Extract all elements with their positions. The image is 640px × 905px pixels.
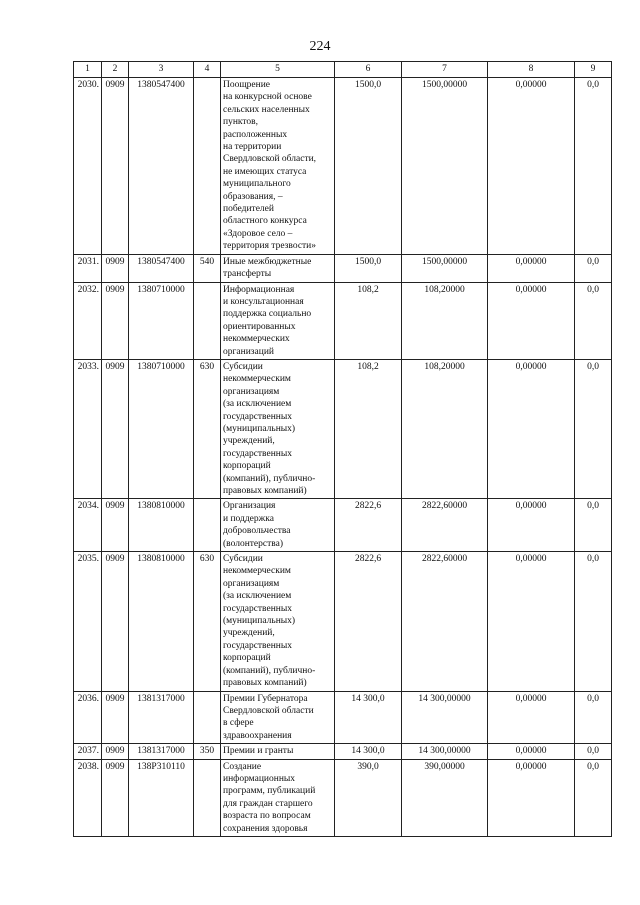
header-cell-9: 9 (575, 62, 612, 78)
target-code: 1380710000 (129, 282, 194, 359)
value-col9: 0,0 (575, 759, 612, 836)
value-col7: 14 300,00000 (402, 744, 488, 759)
value-col9: 0,0 (575, 552, 612, 691)
target-code: 1380810000 (129, 552, 194, 691)
section-code: 0909 (102, 552, 129, 691)
value-col9: 0,0 (575, 254, 612, 282)
table-row (74, 552, 612, 691)
expense-type (194, 78, 221, 255)
value-col6: 2822,6 (335, 552, 402, 691)
table-row (74, 254, 612, 282)
row-number: 2032. (74, 282, 102, 359)
item-name: Премии Губернатора Свердловской области в сфере здравоохранения (223, 693, 314, 741)
section-code: 0909 (102, 744, 129, 759)
value-col6: 14 300,0 (335, 691, 402, 744)
value-col7: 2822,60000 (402, 552, 488, 691)
value-col9: 0,0 (575, 499, 612, 552)
value-col8: 0,00000 (488, 359, 575, 498)
table-row (74, 744, 612, 759)
target-code: 1381317000 (129, 744, 194, 759)
header-cell-2: 2 (102, 62, 129, 78)
header-cell-7: 7 (402, 62, 488, 78)
item-name-cell (221, 282, 335, 359)
section-code: 0909 (102, 359, 129, 498)
item-name: Премии и гранты (223, 746, 294, 757)
section-code: 0909 (102, 254, 129, 282)
header-cell-4: 4 (194, 62, 221, 78)
budget-table (73, 61, 612, 837)
expense-type (194, 499, 221, 552)
item-name: Информационная и консультационная поддержка социально ориентированных некоммерческих организаций (223, 284, 312, 357)
value-col8: 0,00000 (488, 759, 575, 836)
table-body (74, 78, 612, 837)
value-col9: 0,0 (575, 359, 612, 498)
section-code: 0909 (102, 759, 129, 836)
table-row (74, 359, 612, 498)
value-col7: 108,20000 (402, 282, 488, 359)
item-name-cell (221, 359, 335, 498)
value-col9: 0,0 (575, 744, 612, 759)
section-code: 0909 (102, 78, 129, 255)
value-col7: 1500,00000 (402, 254, 488, 282)
value-col6: 1500,0 (335, 254, 402, 282)
expense-type (194, 759, 221, 836)
value-col8: 0,00000 (488, 499, 575, 552)
table-row (74, 282, 612, 359)
value-col7: 390,00000 (402, 759, 488, 836)
value-col7: 108,20000 (402, 359, 488, 498)
table-row (74, 759, 612, 836)
value-col8: 0,00000 (488, 78, 575, 255)
expense-type (194, 691, 221, 744)
expense-type: 540 (194, 254, 221, 282)
expense-type: 350 (194, 744, 221, 759)
target-code: 1380547400 (129, 78, 194, 255)
item-name-cell (221, 552, 335, 691)
row-number: 2030. (74, 78, 102, 255)
row-number: 2035. (74, 552, 102, 691)
row-number: 2034. (74, 499, 102, 552)
section-code: 0909 (102, 691, 129, 744)
item-name: Субсидии некоммерческим организациям (за исключением государственных (муниципальных) учреждений, государственных корпораций (компаний), публично- правовых компаний) (223, 554, 316, 689)
header-cell-6: 6 (335, 62, 402, 78)
value-col7: 2822,60000 (402, 499, 488, 552)
value-col6: 108,2 (335, 359, 402, 498)
target-code: 1380547400 (129, 254, 194, 282)
section-code: 0909 (102, 282, 129, 359)
header-row (74, 62, 612, 78)
expense-type (194, 282, 221, 359)
row-number: 2033. (74, 359, 102, 498)
item-name-cell (221, 744, 335, 759)
item-name-cell (221, 759, 335, 836)
page-number: 224 (309, 39, 331, 54)
value-col6: 2822,6 (335, 499, 402, 552)
row-number: 2036. (74, 691, 102, 744)
row-number: 2038. (74, 759, 102, 836)
expense-type: 630 (194, 359, 221, 498)
value-col9: 0,0 (575, 691, 612, 744)
item-name-cell (221, 499, 335, 552)
item-name-cell (221, 254, 335, 282)
value-col8: 0,00000 (488, 282, 575, 359)
table-row (74, 499, 612, 552)
target-code: 1381317000 (129, 691, 194, 744)
row-number: 2031. (74, 254, 102, 282)
target-code: 138P310110 (129, 759, 194, 836)
expense-type: 630 (194, 552, 221, 691)
value-col8: 0,00000 (488, 744, 575, 759)
item-name-cell (221, 691, 335, 744)
value-col6: 1500,0 (335, 78, 402, 255)
table-header (74, 62, 612, 78)
target-code: 1380810000 (129, 499, 194, 552)
value-col9: 0,0 (575, 282, 612, 359)
item-name: Субсидии некоммерческим организациям (за исключением государственных (муниципальных) учреждений, государственных корпораций (компаний), публично- правовых компаний) (223, 361, 316, 496)
value-col6: 390,0 (335, 759, 402, 836)
value-col7: 14 300,00000 (402, 691, 488, 744)
header-cell-5: 5 (221, 62, 335, 78)
value-col6: 14 300,0 (335, 744, 402, 759)
item-name: Иные межбюджетные трансферты (223, 256, 312, 280)
item-name: Создание информационных программ, публикаций для граждан старшего возраста по вопросам сохранения здоровья (223, 761, 316, 834)
row-number: 2037. (74, 744, 102, 759)
value-col7: 1500,00000 (402, 78, 488, 255)
value-col8: 0,00000 (488, 254, 575, 282)
header-cell-3: 3 (129, 62, 194, 78)
section-code: 0909 (102, 499, 129, 552)
header-cell-8: 8 (488, 62, 575, 78)
item-name-cell (221, 78, 335, 255)
table-row (74, 691, 612, 744)
target-code: 1380710000 (129, 359, 194, 498)
value-col8: 0,00000 (488, 552, 575, 691)
header-cell-1: 1 (74, 62, 102, 78)
value-col6: 108,2 (335, 282, 402, 359)
table-row (74, 78, 612, 255)
item-name: Поощрение на конкурсной основе сельских населенных пунктов, расположенных на территории Свердловской области, не имеющих статуса муниципального образования, – победителей областного конкурса «Здоровое село – территория трезвости» (223, 80, 317, 252)
value-col9: 0,0 (575, 78, 612, 255)
value-col8: 0,00000 (488, 691, 575, 744)
item-name: Организация и поддержка добровольчества (волонтерства) (223, 501, 291, 549)
